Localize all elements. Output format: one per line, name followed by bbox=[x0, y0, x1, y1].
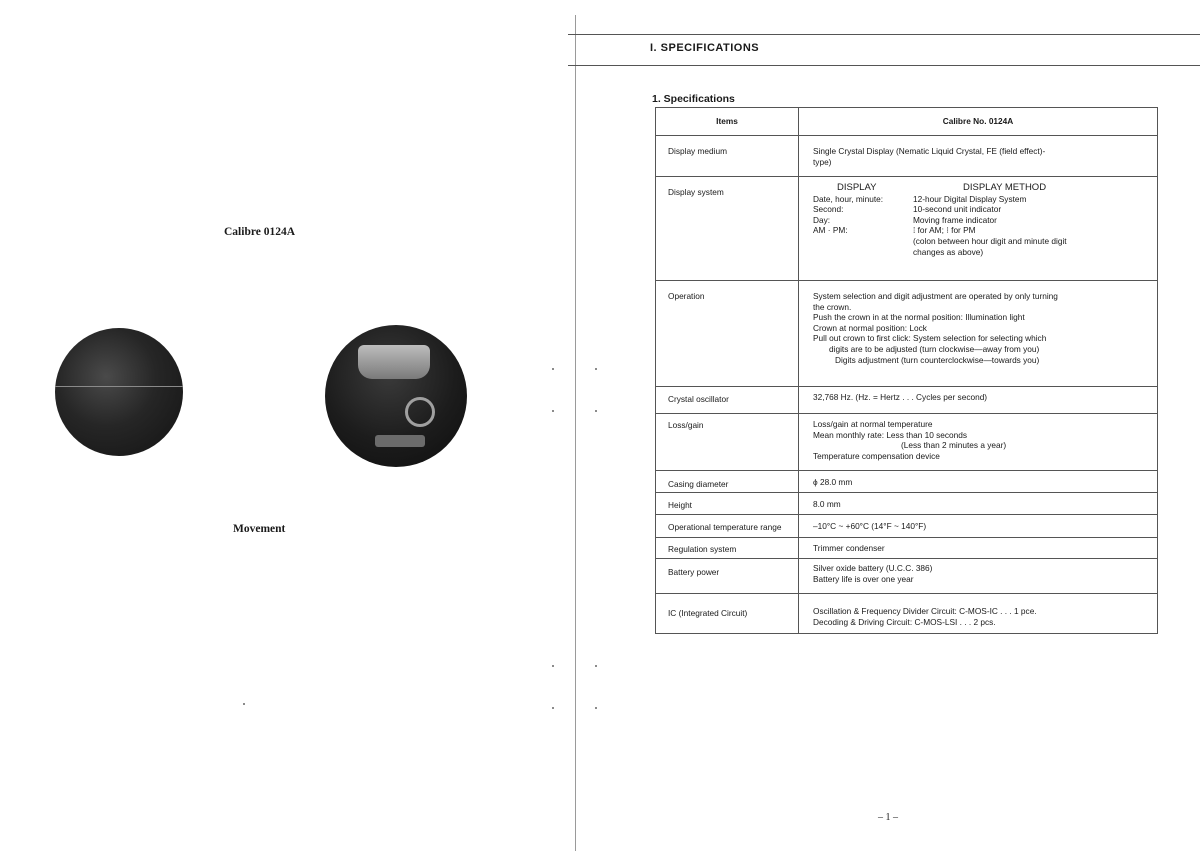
row-value: Trimmer condenser bbox=[799, 538, 1158, 559]
scan-dot bbox=[595, 665, 597, 667]
value-line: Pull out crown to first click: System selection for selecting which bbox=[813, 333, 1047, 344]
section-title: I. SPECIFICATIONS bbox=[650, 42, 760, 54]
row-label: Battery power bbox=[656, 559, 799, 594]
table-row bbox=[656, 471, 1158, 493]
display-label: Day: bbox=[813, 214, 831, 225]
row-value bbox=[799, 559, 1158, 594]
row-value: ϕ 28.0 mm bbox=[799, 471, 1158, 493]
circuit-part-shape bbox=[375, 435, 425, 447]
table-row bbox=[656, 559, 1158, 594]
value-line: Single Crystal Display (Nematic Liquid Crystal, FE (field effect)- bbox=[813, 146, 1046, 156]
display-note-line: changes as above) bbox=[913, 246, 984, 257]
table-row bbox=[656, 136, 1158, 177]
header-items: Items bbox=[656, 108, 799, 136]
row-label: Casing diameter bbox=[656, 471, 799, 493]
coil-shape bbox=[405, 397, 435, 427]
display-method: 10-second unit indicator bbox=[913, 204, 1002, 215]
value-line: Battery life is over one year bbox=[813, 573, 914, 584]
row-label: Crystal oscillator bbox=[656, 387, 799, 414]
specifications-table bbox=[655, 107, 1158, 634]
table-header-row bbox=[656, 108, 1158, 136]
display-note bbox=[813, 236, 1149, 247]
display-label: Second: bbox=[813, 204, 844, 215]
row-value bbox=[799, 414, 1158, 471]
row-label: IC (Integrated Circuit) bbox=[656, 594, 799, 634]
value-line: (Less than 2 minutes a year) bbox=[901, 440, 1007, 451]
row-label: Operational temperature range bbox=[656, 515, 799, 538]
value-line: Temperature compensation device bbox=[813, 450, 940, 461]
table-row bbox=[656, 538, 1158, 559]
scan-dot bbox=[552, 410, 554, 412]
display-row bbox=[813, 225, 1149, 236]
table-row bbox=[656, 387, 1158, 414]
scan-dot bbox=[552, 368, 554, 370]
value-line: System selection and digit adjustment are operated by only turning bbox=[813, 291, 1058, 301]
row-value bbox=[799, 177, 1158, 281]
watch-movement-photo bbox=[325, 325, 467, 467]
table-row bbox=[656, 177, 1158, 281]
value-line: the crown. bbox=[813, 301, 852, 312]
display-method: ⁞ for AM; ⁝ for PM bbox=[913, 225, 976, 236]
table-row bbox=[656, 594, 1158, 634]
page-number: – 1 – bbox=[878, 812, 898, 823]
value-line: digits are to be adjusted (turn clockwise—away from you) bbox=[829, 343, 1040, 354]
row-label: Display medium bbox=[656, 136, 799, 177]
scan-dot bbox=[595, 707, 597, 709]
value-line: Silver oxide battery (U.C.C. 386) bbox=[813, 563, 933, 573]
display-column-headers bbox=[837, 183, 1149, 194]
display-note bbox=[813, 247, 1149, 258]
calibre-title: Calibre 0124A bbox=[224, 226, 296, 238]
scan-dot bbox=[243, 703, 245, 705]
table-row bbox=[656, 414, 1158, 471]
row-label: Operation bbox=[656, 281, 799, 387]
display-label: AM · PM: bbox=[813, 225, 848, 236]
watch-dial-photo bbox=[55, 328, 183, 456]
display-col-header: DISPLAY bbox=[837, 182, 877, 193]
table-row bbox=[656, 281, 1158, 387]
display-method: Moving frame indicator bbox=[913, 214, 997, 225]
battery-shape bbox=[358, 345, 430, 379]
table-row bbox=[656, 493, 1158, 515]
value-line: Crown at normal position: Lock bbox=[813, 322, 927, 333]
value-line: Decoding & Driving Circuit: C-MOS-LSI . . . 2 pcs. bbox=[813, 616, 996, 627]
header-rule-top bbox=[568, 34, 1200, 35]
display-method-col-header: DISPLAY METHOD bbox=[963, 182, 1047, 193]
page-spine bbox=[575, 15, 576, 851]
row-value: 8.0 mm bbox=[799, 493, 1158, 515]
scan-dot bbox=[595, 410, 597, 412]
table-row bbox=[656, 515, 1158, 538]
row-label: Regulation system bbox=[656, 538, 799, 559]
scan-dot bbox=[552, 665, 554, 667]
row-value bbox=[799, 136, 1158, 177]
row-label: Loss/gain bbox=[656, 414, 799, 471]
value-line: Oscillation & Frequency Divider Circuit: C-MOS-IC . . . 1 pce. bbox=[813, 606, 1037, 616]
scan-dot bbox=[552, 707, 554, 709]
row-label: Height bbox=[656, 493, 799, 515]
display-note-line: (colon between hour digit and minute digit bbox=[913, 235, 1067, 246]
movement-caption: Movement bbox=[233, 523, 286, 535]
value-line: Mean monthly rate: Less than 10 seconds bbox=[813, 429, 968, 440]
subsection-title: 1. Specifications bbox=[652, 93, 735, 105]
row-value bbox=[799, 594, 1158, 634]
value-line: type) bbox=[813, 156, 832, 167]
value-line: Push the crown in at the normal position: Illumination light bbox=[813, 312, 1025, 323]
display-row bbox=[813, 204, 1149, 215]
display-row bbox=[813, 215, 1149, 226]
value-line: Loss/gain at normal temperature bbox=[813, 419, 933, 429]
row-label: Display system bbox=[656, 177, 799, 281]
value-line: Digits adjustment (turn counterclockwise—towards you) bbox=[835, 354, 1040, 365]
display-label: Date, hour, minute: bbox=[813, 193, 884, 204]
row-value: 32,768 Hz. (Hz. = Hertz . . . Cycles per second) bbox=[799, 387, 1158, 414]
header-calibre: Calibre No. 0124A bbox=[799, 108, 1158, 136]
scan-dot bbox=[595, 368, 597, 370]
display-row bbox=[813, 194, 1149, 205]
display-method: 12-hour Digital Display System bbox=[913, 193, 1027, 204]
row-value: –10°C ~ +60°C (14°F ~ 140°F) bbox=[799, 515, 1158, 538]
row-value bbox=[799, 281, 1158, 387]
header-rule-bottom bbox=[568, 65, 1200, 66]
